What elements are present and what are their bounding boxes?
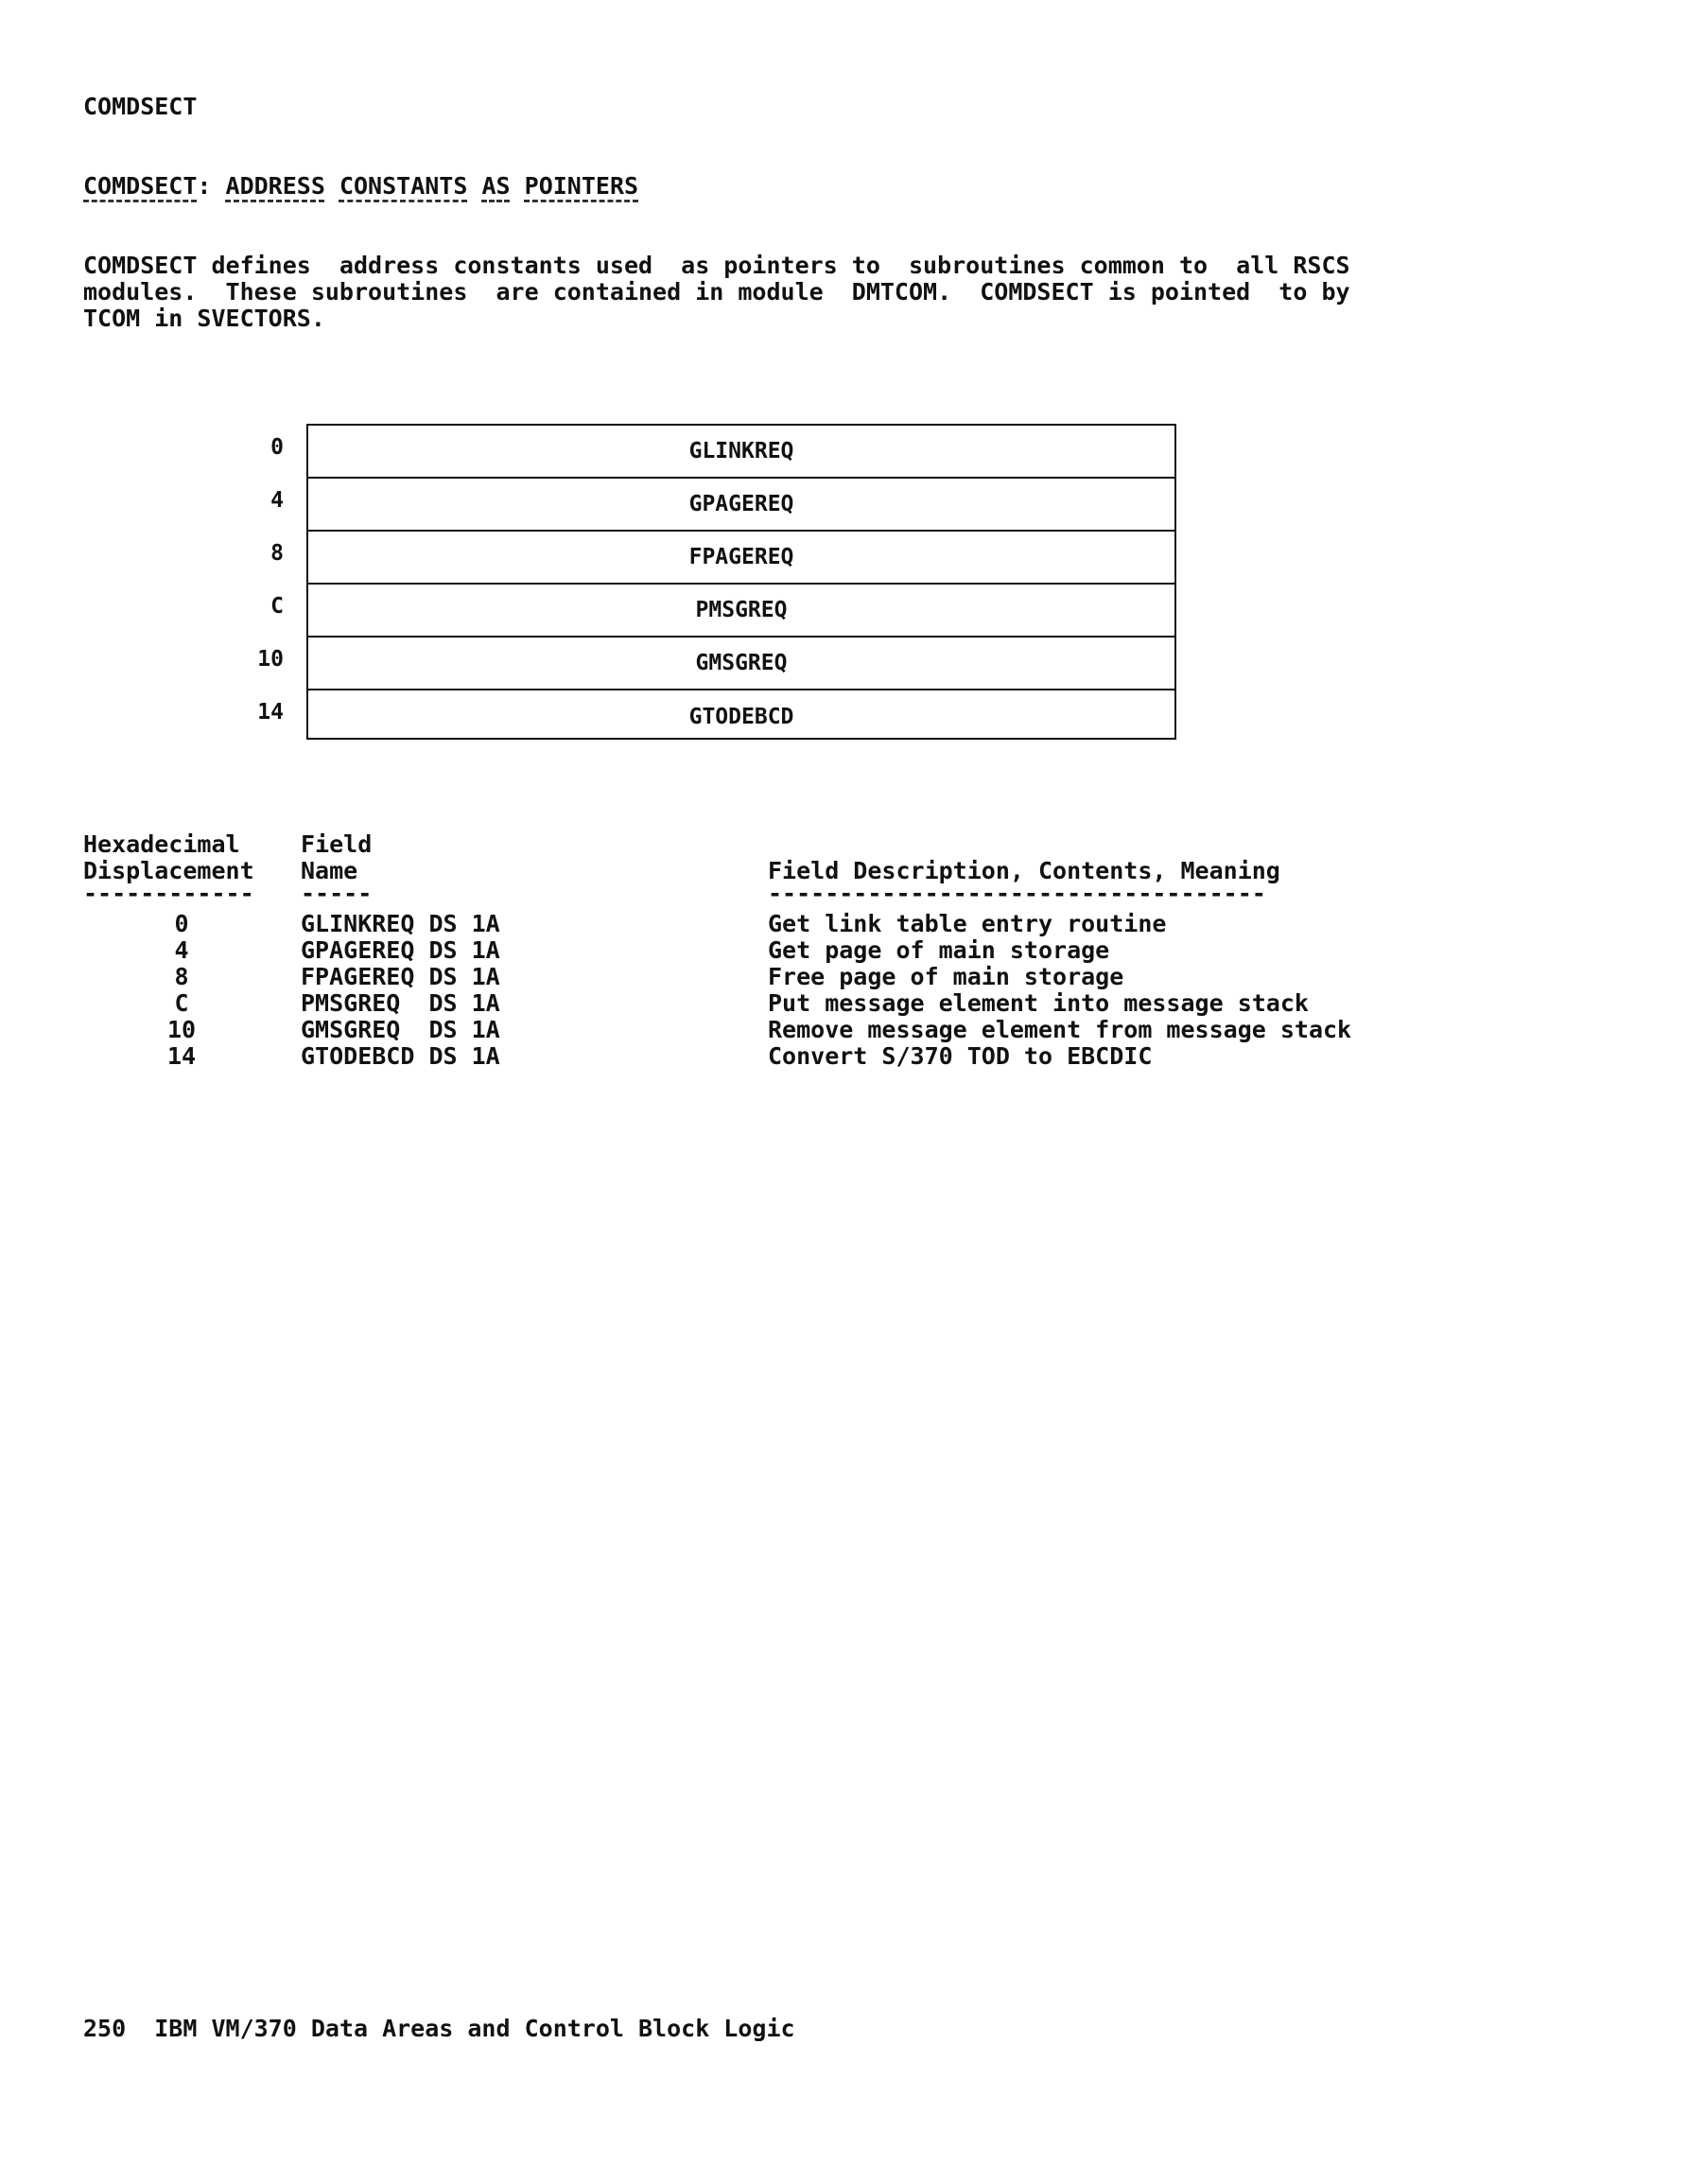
section-title-part: CONSTANTS [339, 172, 468, 200]
diagram-field-cell [308, 638, 1174, 690]
section-title-part: POINTERS [524, 172, 639, 200]
table-row-description: Convert S/370 TOD to EBCDIC [768, 1042, 1153, 1070]
column-header-name: Field [301, 830, 373, 858]
diagram-offset-label: 0 [270, 435, 284, 460]
section-title-part: COMDSECT [83, 172, 198, 200]
column-header-hex: Displacement [83, 857, 254, 884]
column-header-hex: Hexadecimal [83, 830, 240, 858]
table-row-description: Remove message element from message stack [768, 1016, 1352, 1043]
diagram-offset-label: 14 [257, 700, 284, 725]
table-row-name: PMSGREQ DS 1A [301, 989, 500, 1017]
table-row-name: FPAGEREQ DS 1A [301, 963, 500, 990]
diagram-field-cell [308, 585, 1174, 638]
table-row-offset: 8 [174, 963, 189, 990]
table-row-description: Get page of main storage [768, 936, 1110, 964]
diagram-offset-label: 10 [257, 647, 284, 672]
diagram-field-name: PMSGREQ [695, 598, 788, 622]
running-header: COMDSECT [83, 93, 198, 120]
intro-line: COMDSECT defines address constants used as pointers to subroutines common to all RSCS [83, 252, 1350, 279]
diagram-field-name: GTODEBCD [688, 705, 794, 729]
column-header-description: Field Description, Contents, Meaning [768, 857, 1280, 884]
section-title-part: ADDRESS [225, 172, 325, 200]
table-row-offset: 10 [166, 1016, 197, 1043]
table-row-offset: 4 [174, 936, 189, 964]
diagram-field-name: GMSGREQ [695, 651, 788, 675]
header-rule: ----------------------------------- [768, 880, 1266, 907]
diagram-field-name: FPAGEREQ [688, 545, 794, 569]
table-row-name: GTODEBCD DS 1A [301, 1042, 500, 1070]
table-row-name: GLINKREQ DS 1A [301, 910, 500, 937]
intro-line: TCOM in SVECTORS. [83, 305, 325, 332]
table-row-name: GMSGREQ DS 1A [301, 1016, 500, 1043]
diagram-field-cell [308, 479, 1174, 532]
header-rule: ----- [301, 880, 373, 907]
table-row-description: Get link table entry routine [768, 910, 1167, 937]
section-title [83, 174, 638, 198]
table-row-description: Put message element into message stack [768, 989, 1309, 1017]
table-row-offset: C [174, 989, 189, 1017]
intro-line: modules. These subroutines are contained in module DMTCOM. COMDSECT is pointed to by [83, 278, 1350, 306]
diagram-field-name: GPAGEREQ [688, 492, 794, 516]
diagram-offset-label: C [270, 594, 284, 619]
header-rule: ------------ [83, 880, 254, 907]
diagram-field-cell [308, 690, 1174, 743]
section-title-colon: : [197, 172, 226, 200]
control-block-diagram [306, 424, 1176, 740]
table-row-description: Free page of main storage [768, 963, 1124, 990]
table-row-name: GPAGEREQ DS 1A [301, 936, 500, 964]
diagram-field-cell [308, 532, 1174, 585]
page-footer: 250 IBM VM/370 Data Areas and Control Block Logic [83, 2015, 795, 2042]
diagram-offset-label: 4 [270, 488, 284, 513]
column-header-name: Name [301, 857, 358, 884]
diagram-field-cell [308, 426, 1174, 479]
diagram-field-name: GLINKREQ [688, 439, 794, 463]
table-row-offset: 14 [166, 1042, 197, 1070]
section-title-part: AS [481, 172, 511, 200]
table-row-offset: 0 [174, 910, 189, 937]
diagram-offset-label: 8 [270, 541, 284, 566]
